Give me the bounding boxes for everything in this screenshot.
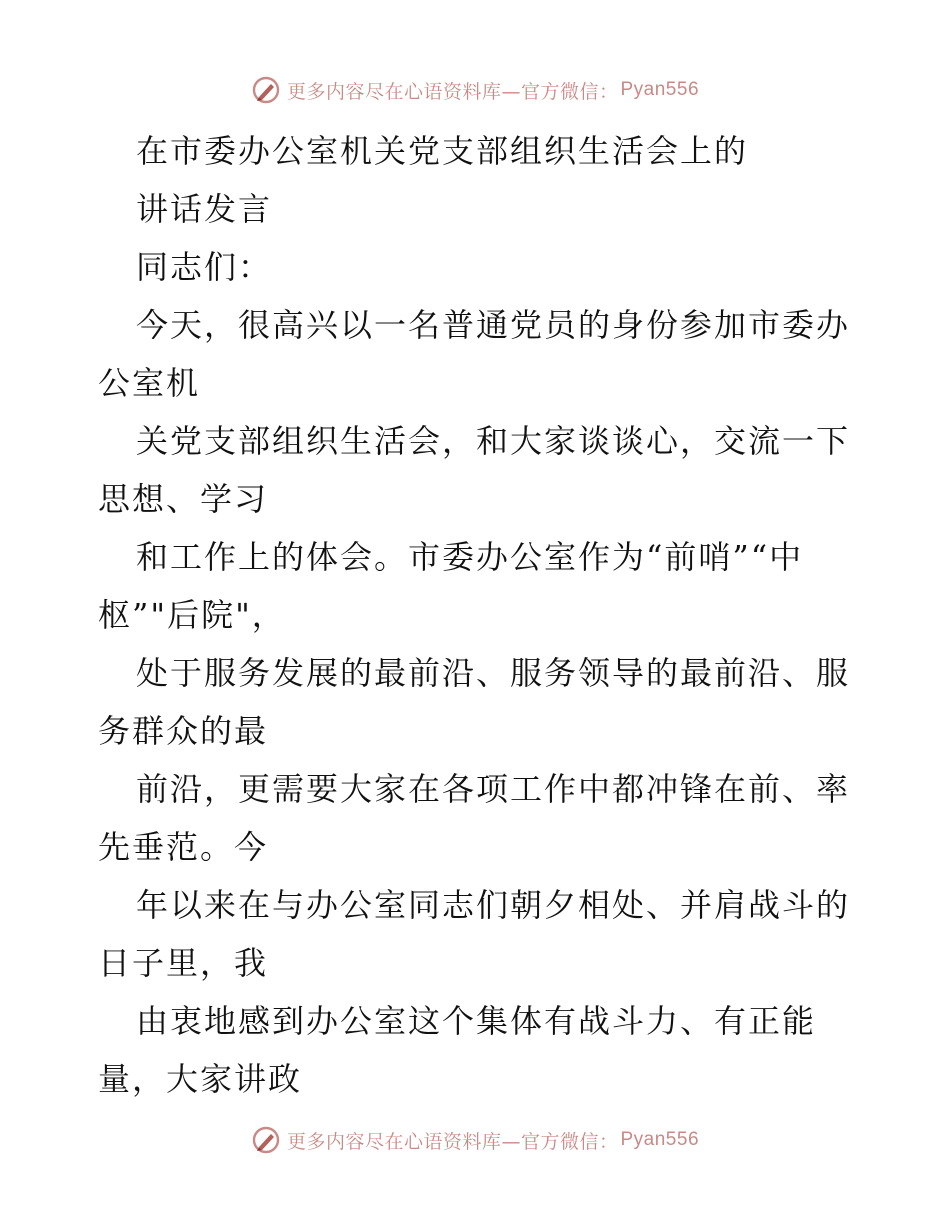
text-line: 公室机 — [98, 364, 201, 402]
text-line: 今天，很高兴以一名普通党员的身份参加市委办 — [136, 306, 851, 344]
header-watermark — [0, 72, 950, 108]
text-line: 量，大家讲政 — [98, 1060, 303, 1098]
watermark-text: 更多内容尽在心语资料库—官方微信： — [286, 1130, 619, 1153]
text-line: 枢”"后院"， — [98, 596, 286, 634]
text-line: 务群众的最 — [98, 712, 269, 750]
text-line: 思想、学习 — [98, 480, 269, 518]
watermark-handle: Pyan556 — [620, 1129, 700, 1150]
text-line: 日子里，我 — [98, 944, 269, 982]
text-line: 先垂范。今 — [98, 828, 269, 866]
pen-logo-icon — [251, 1125, 281, 1155]
watermark-text: 更多内容尽在心语资料库—官方微信： — [286, 80, 619, 103]
watermark-handle: Pyan556 — [620, 79, 700, 100]
text-line: 处于服务发展的最前沿、服务领导的最前沿、服 — [136, 654, 851, 692]
pen-logo-icon — [251, 75, 281, 105]
text-line: 关党支部组织生活会，和大家谈谈心，交流一下 — [136, 422, 851, 460]
footer-watermark — [0, 1122, 950, 1158]
text-line: 年以来在与办公室同志们朝夕相处、并肩战斗的 — [136, 886, 851, 924]
text-line: 讲话发言 — [136, 190, 273, 228]
text-line: 由衷地感到办公室这个集体有战斗力、有正能 — [136, 1002, 817, 1040]
text-line: 同志们： — [136, 248, 273, 286]
document-body — [98, 122, 858, 1108]
text-line: 在市委办公室机关党支部组织生活会上的 — [136, 132, 749, 170]
text-line: 前沿，更需要大家在各项工作中都冲锋在前、率 — [136, 770, 851, 808]
text-line: 和工作上的体会。市委办公室作为“前哨”“中 — [136, 538, 804, 576]
